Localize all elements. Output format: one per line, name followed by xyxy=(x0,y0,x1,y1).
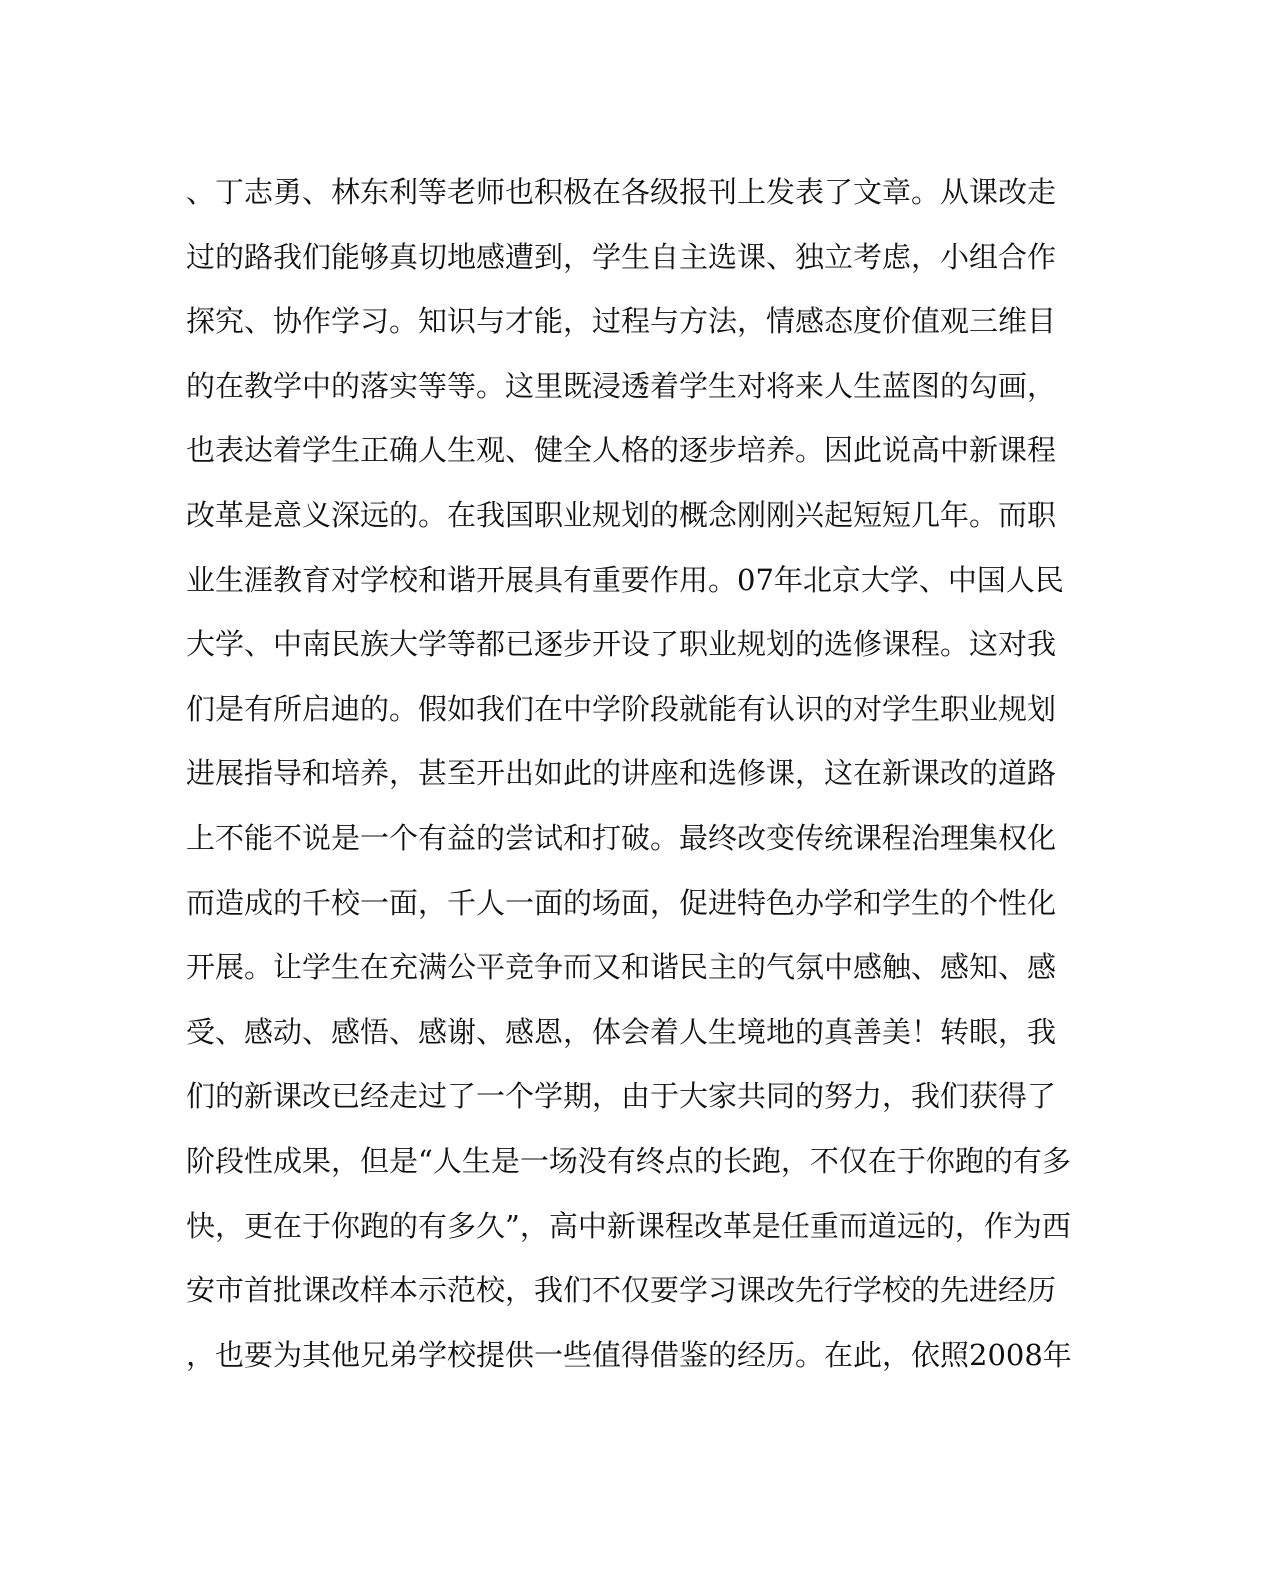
text-line: 受、感动、感悟、感谢、感恩，体会着人生境地的真善美！转眼，我 xyxy=(186,1014,1057,1049)
text-line: 阶段性成果，但是“人生是一场没有终点的长跑，不仅在于你跑的有多 xyxy=(186,1143,1071,1178)
body-paragraph xyxy=(186,160,1072,1387)
text-line: 探究、协作学习。知识与才能，过程与方法，情感态度价值观三维目 xyxy=(186,304,1057,339)
text-line: 快，更在于你跑的有多久”，高中新课程改革是任重而道远的，作为西 xyxy=(186,1208,1071,1243)
text-line: 大学、中南民族大学等都已逐步开设了职业规划的选修课程。这对我 xyxy=(186,627,1057,662)
text-line: 改革是意义深远的。在我国职业规划的概念刚刚兴起短短几年。而职 xyxy=(186,497,1057,532)
text-line: 、丁志勇、林东利等老师也积极在各级报刊上发表了文章。从课改走 xyxy=(186,175,1057,209)
text-line: 过的路我们能够真切地感遭到，学生自主选课、独立考虑，小组合作 xyxy=(186,239,1057,274)
text-line: 的在教学中的落实等等。这里既浸透着学生对将来人生蓝图的勾画， xyxy=(186,368,1057,403)
text-line: 安市首批课改样本示范校，我们不仅要学习课改先行学校的先进经历 xyxy=(186,1273,1057,1308)
text-line: 们是有所启迪的。假如我们在中学阶段就能有认识的对学生职业规划 xyxy=(186,691,1057,726)
text-line: ，也要为其他兄弟学校提供一些值得借鉴的经历。在此，依照2008年 xyxy=(186,1337,1072,1372)
text-line: 上不能不说是一个有益的尝试和打破。最终改变传统课程治理集权化 xyxy=(186,820,1057,855)
text-line: 们的新课改已经走过了一个学期，由于大家共同的努力，我们获得了 xyxy=(186,1079,1057,1114)
text-line: 也表达着学生正确人生观、健全人格的逐步培养。因此说高中新课程 xyxy=(186,433,1057,468)
text-line: 业生涯教育对学校和谐开展具有重要作用。07年北京大学、中国人民 xyxy=(186,562,1064,597)
text-line: 开展。让学生在充满公平竞争而又和谐民主的气氛中感触、感知、感 xyxy=(186,950,1057,985)
text-line: 而造成的千校一面，千人一面的场面，促进特色办学和学生的个性化 xyxy=(186,885,1057,920)
text-line: 进展指导和培养，甚至开出如此的讲座和选修课，这在新课改的道路 xyxy=(186,756,1057,791)
